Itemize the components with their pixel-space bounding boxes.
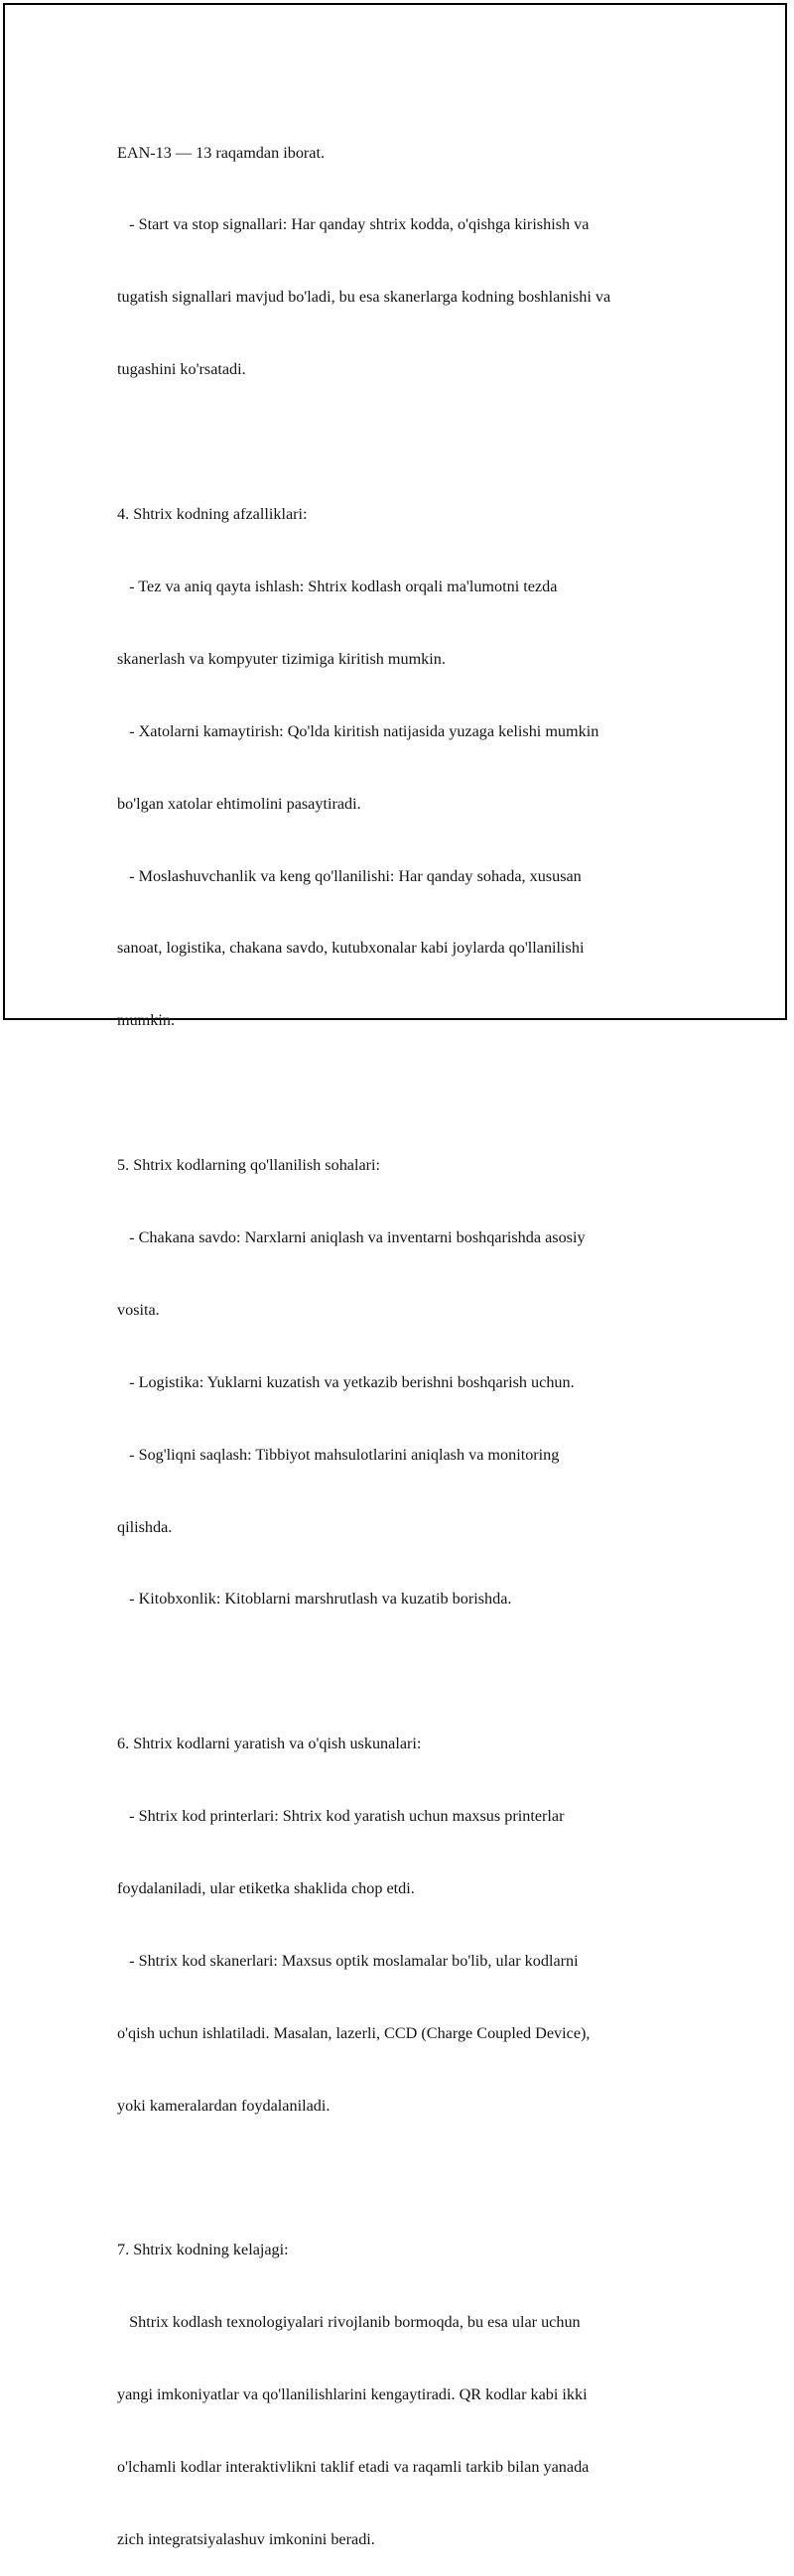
text-line: - Xatolarni kamaytirish: Qo'lda kiritish natijasida yuzaga kelishi mumkin xyxy=(117,721,599,740)
text-line: - Shtrix kod printerlari: Shtrix kod yaratish uchun maxsus printerlar xyxy=(117,1807,565,1826)
blank-line xyxy=(117,1081,703,1104)
text-line: zich integratsiyalashuv imkonini beradi. xyxy=(117,2529,375,2548)
text-line: qilishda. xyxy=(117,1517,173,1536)
text-line: - Kitobxonlik: Kitoblarni marshrutlash va kuzatib borishda. xyxy=(117,1590,512,1609)
section-heading: 7. Shtrix kodning kelajagi: xyxy=(117,2241,289,2259)
text-line: tugatish signallari mavjud bo'ladi, bu esa skanerlarga kodning boshlanishi va xyxy=(117,288,611,307)
text-line: skanerlash va kompyuter tizimiga kiritish mumkin. xyxy=(117,649,446,668)
text-line: - Sog'liqni saqlash: Tibbiyot mahsulotlarini aniqlash va monitoring xyxy=(117,1445,560,1464)
text-line: mumkin. xyxy=(117,1011,176,1030)
section-heading: 5. Shtrix kodlarning qo'llanilish sohalari: xyxy=(117,1156,381,1175)
document-body xyxy=(117,92,703,2576)
text-line: tugashini ko'rsatadi. xyxy=(117,360,246,379)
blank-line xyxy=(117,1659,703,1683)
text-line: bo'lgan xatolar ehtimolini pasaytiradi. xyxy=(117,794,361,813)
blank-line xyxy=(117,2166,703,2190)
text-line: sanoat, logistika, chakana savdo, kutubxonalar kabi joylarda qo'llanilishi xyxy=(117,939,585,958)
text-line: vosita. xyxy=(117,1300,160,1319)
text-line: o'qish uchun ishlatiladi. Masalan, lazerli, CCD (Charge Coupled Device), xyxy=(117,2023,591,2042)
text-line: - Tez va aniq qayta ishlash: Shtrix kodlash orqali ma'lumotni tezda xyxy=(117,577,558,595)
text-line: yangi imkoniyatlar va qo'llanilishlarini kengaytiradi. QR kodlar kabi ikki xyxy=(117,2385,588,2404)
text-line: EAN-13 — 13 raqamdan iborat. xyxy=(117,143,326,162)
text-line: - Chakana savdo: Narxlarni aniqlash va inventarni boshqarishda asosiy xyxy=(117,1227,586,1246)
section-heading: 4. Shtrix kodning afzalliklari: xyxy=(117,505,308,524)
text-line: o'lchamli kodlar interaktivlikni taklif etadi va raqamli tarkib bilan yanada xyxy=(117,2458,590,2477)
section-heading: 6. Shtrix kodlarni yaratish va o'qish uskunalari: xyxy=(117,1735,422,1753)
text-line: - Shtrix kod skanerlari: Maxsus optik moslamalar bo'lib, ular kodlarni xyxy=(117,1951,579,1970)
text-line: - Moslashuvchanlik va keng qo'llanilishi: Har qanday sohada, xususan xyxy=(117,866,582,885)
text-line: - Logistika: Yuklarni kuzatish va yetkazib berishni boshqarish uchun. xyxy=(117,1372,575,1391)
blank-line xyxy=(117,430,703,453)
text-line: yoki kameralardan foydalaniladi. xyxy=(117,2096,331,2115)
text-line: foydalaniladi, ular etiketka shaklida chop etdi. xyxy=(117,1878,415,1897)
text-line: Shtrix kodlash texnologiyalari rivojlanib bormoqda, bu esa ular uchun xyxy=(117,2313,581,2332)
text-line: - Start va stop signallari: Har qanday shtrix kodda, o'qishga kirishish va xyxy=(117,215,590,234)
